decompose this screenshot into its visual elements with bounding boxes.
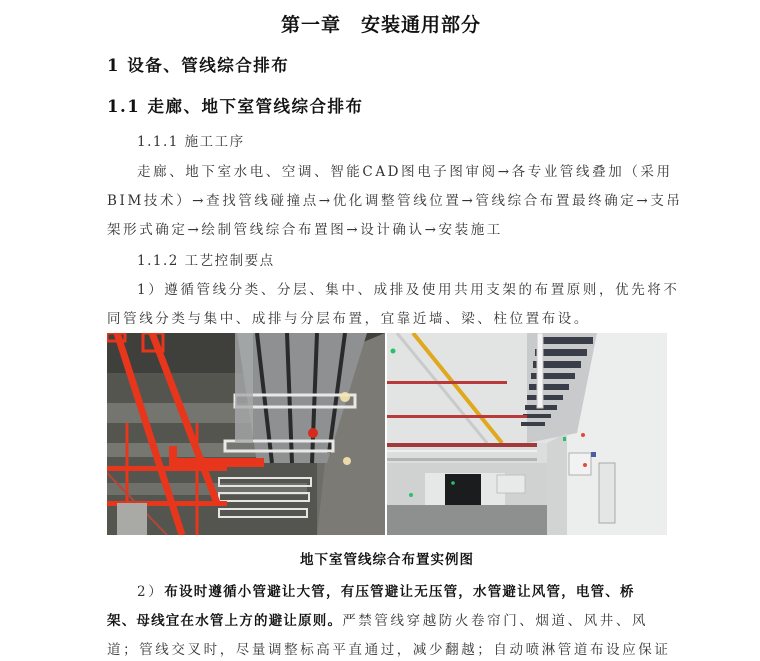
photo-corridor-pipes <box>107 333 385 535</box>
item-2-prefix: 2） <box>137 584 165 600</box>
item-2-bold-text-cont: 架、母线宜在水管上方的避让原则。 <box>107 613 343 629</box>
photo-basement-trays <box>387 333 667 535</box>
paragraph-line: 走廊、地下室水电、空调、智能CAD图电子图审阅→各专业管线叠加（采用 <box>137 164 673 180</box>
paragraph-line: 同管线分类与集中、成排与分层布置，宜靠近墙、梁、柱位置布设。 <box>107 311 590 327</box>
chapter-title: 第一章 安装通用部分 <box>280 14 481 36</box>
figure-caption: 地下室管线综合布置实例图 <box>300 552 474 568</box>
paragraph-line-item-2 <box>137 580 685 600</box>
paragraph-line-item-2-cont <box>107 609 655 629</box>
section-heading-1: 1 设备、管线综合排布 <box>107 56 290 75</box>
basement-trays-image <box>387 333 667 535</box>
corridor-pipes-image <box>107 333 385 535</box>
subsection-heading-1-1-1: 1.1.1 施工工序 <box>137 134 245 150</box>
paragraph-line: 架形式确定→绘制管线综合布置图→设计确认→安装施工 <box>107 222 503 238</box>
paragraph-line: BIM技术）→查找管线碰撞点→优化调整管线位置→管线综合布置最终确定→支吊 <box>107 193 683 209</box>
item-2-bold-text: 布设时遵循小管避让大管，有压管避让无压管，水管避让风管，电管、桥 <box>164 584 635 600</box>
paragraph-line: 1）遵循管线分类、分层、集中、成排及使用共用支架的布置原则，优先将不 <box>137 282 680 298</box>
figure-pipeline-layout <box>107 333 667 535</box>
subsection-heading-1-1-2: 1.1.2 工艺控制要点 <box>137 253 275 269</box>
item-2-normal-text: 严禁管线穿越防火卷帘门、烟道、风井、风 <box>342 613 649 629</box>
paragraph-line: 道；管线交叉时，尽量调整标高平直通过，减少翻越；自动喷淋管道布设应保证 <box>107 642 671 658</box>
section-heading-1-1: 1.1 走廊、地下室管线综合排布 <box>107 97 364 116</box>
